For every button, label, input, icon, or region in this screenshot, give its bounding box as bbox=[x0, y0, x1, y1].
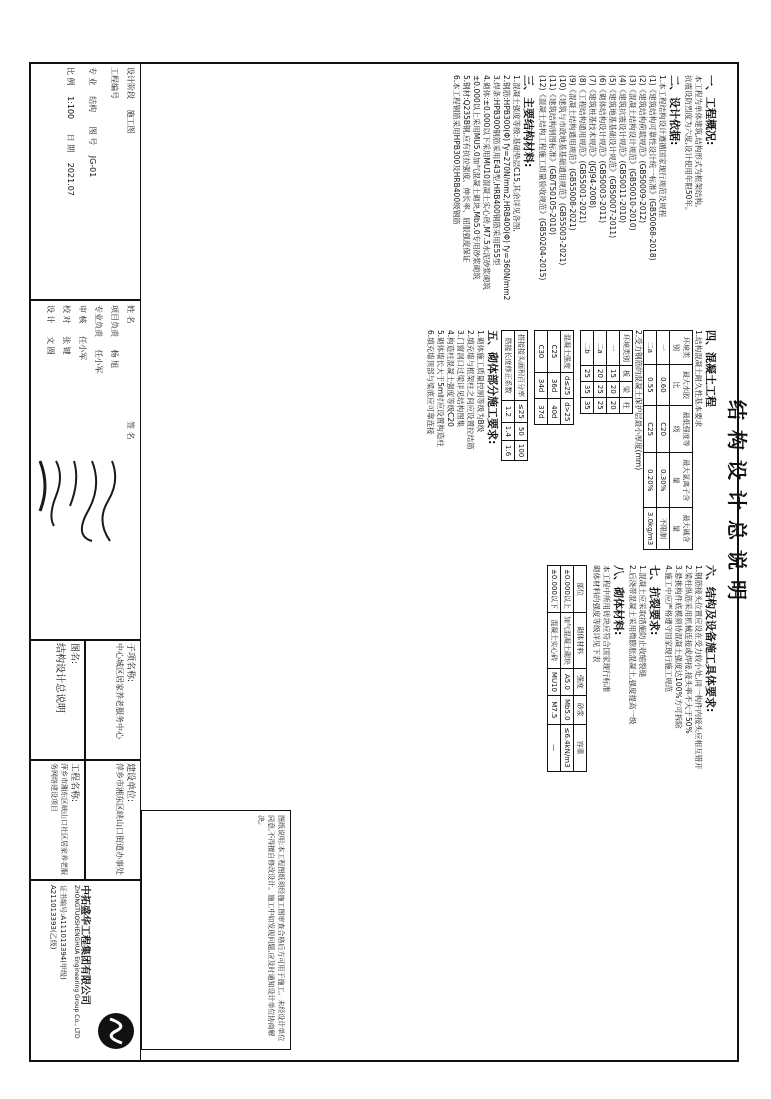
section-heading: 四、混凝土工程 bbox=[704, 330, 717, 407]
company-logo-icon bbox=[96, 1011, 136, 1051]
table-cell: ±0.000以下 bbox=[548, 566, 561, 613]
table-cell: 15 bbox=[607, 366, 620, 382]
text-line: 4.施工中应严格遵守国家现行施工规范 bbox=[664, 565, 673, 693]
company-block bbox=[29, 880, 141, 1062]
table-row bbox=[548, 566, 561, 772]
stage-row bbox=[125, 67, 136, 134]
text-line: 4.砌体:±0.000以下采用MU10混凝土实心砖,M7.5水泥砂浆砌筑 bbox=[482, 75, 491, 290]
table-cell: 25 bbox=[594, 397, 607, 413]
table-header: 部位 bbox=[574, 566, 587, 613]
major-row bbox=[87, 67, 98, 177]
table-cell: 二a bbox=[594, 331, 607, 366]
table-cell: C25 bbox=[644, 405, 657, 453]
text-line: 本工程为单体建筑,结构形式为框架结构, bbox=[694, 75, 703, 208]
role-name: 张 键 bbox=[62, 336, 71, 355]
build-unit-value: 萍乡市湘东区峡山口街道办事处 bbox=[115, 763, 124, 875]
role-name: 任小军 bbox=[94, 349, 103, 374]
role-name: 文 圆 bbox=[46, 336, 55, 355]
table-header: 板 bbox=[620, 366, 633, 382]
table-header: 砌体材料 bbox=[574, 612, 587, 668]
role-label: 审 核 bbox=[78, 305, 87, 324]
table-cell: 36d bbox=[548, 373, 561, 399]
table-cell: C30 bbox=[535, 331, 548, 373]
text-line: 2.受力钢筋的混凝土保护层最小厚度(mm) bbox=[634, 330, 643, 471]
durability-table bbox=[643, 330, 693, 550]
text-line: (12)《混凝土结构工程施工质量验收规范》(GB50204-2015) bbox=[538, 75, 547, 281]
drawing-name-label: 图名: bbox=[69, 643, 79, 665]
text-line: 6.填充墙顶部与梁底应可靠连接 bbox=[426, 330, 435, 435]
drawing-name-value: 结构设计总说明 bbox=[54, 643, 65, 713]
build-unit-label: 建设单位: bbox=[125, 763, 135, 803]
section-heading: 七、抗裂要求: bbox=[648, 565, 661, 636]
notes-column-1 bbox=[451, 75, 719, 315]
subproject-cell bbox=[85, 640, 141, 760]
table-cell: 一 bbox=[607, 331, 620, 366]
notes-column-3 bbox=[547, 565, 719, 795]
role-row bbox=[77, 305, 88, 360]
table-header: 搭接接头面积百分率 bbox=[515, 331, 528, 401]
table-cell: 0.55 bbox=[644, 364, 657, 405]
table-cell: M7.5 bbox=[548, 695, 561, 724]
table-cell: — bbox=[548, 724, 561, 771]
role-name: 任小军 bbox=[78, 336, 87, 361]
table-header: 容重 bbox=[574, 724, 587, 771]
table-cell: 37d bbox=[535, 399, 548, 425]
build-unit-cell bbox=[85, 760, 141, 880]
text-line: (1)《建筑结构可靠性设计统一标准》(GB50068-2018) bbox=[648, 75, 657, 261]
table-cell: 混凝土实心砖 bbox=[548, 612, 561, 668]
section-heading: 六、结构及设备施工具体要求: bbox=[704, 565, 717, 713]
drawing-note bbox=[141, 810, 291, 1050]
cover-table bbox=[580, 330, 633, 414]
role-label: 项目负责 bbox=[110, 305, 119, 337]
text-line: 3.悬挑构件底模须待混凝土强度达100%方可拆除 bbox=[674, 565, 683, 729]
text-line: (8)《工程结构通用规范》(GB55001-2021) bbox=[578, 75, 587, 224]
text-line: (9)《混凝土结构通用规范》(GB55008-2021) bbox=[568, 75, 577, 231]
text-line: 1.结构混凝土耐久性基本要求 bbox=[694, 330, 703, 428]
table-cell: 20 bbox=[607, 397, 620, 413]
name-header: 姓 名 bbox=[126, 305, 135, 324]
section-heading: 一、工程概况: bbox=[704, 75, 717, 146]
table-row bbox=[548, 331, 561, 425]
text-line: 2.填充墙与框架柱之间应设置拉结筋 bbox=[466, 330, 475, 450]
drawing-number-value: JG-01 bbox=[88, 155, 97, 178]
subproject-label: 子项名称: bbox=[125, 643, 135, 683]
table-cell: 1.4 bbox=[502, 422, 515, 440]
table-cell: 3.0kg/m3 bbox=[644, 508, 657, 550]
table-header: 最大水胶比 bbox=[670, 364, 693, 405]
certificate-number-2: A211013393(乙级) bbox=[49, 885, 57, 950]
text-line: (4)《建筑抗震设计规范》(GB50011-2010) bbox=[618, 75, 627, 224]
date-value: 2021.07 bbox=[66, 162, 75, 196]
table-row bbox=[502, 331, 515, 461]
table-cell: A5.0 bbox=[561, 668, 574, 695]
stage-value: 施工图 bbox=[126, 109, 135, 134]
table-header: 柱 bbox=[620, 397, 633, 413]
table-cell: 0.30% bbox=[657, 453, 670, 508]
table-header: 最大碱含量 bbox=[670, 508, 693, 550]
text-line: 砌体材料的强度等级详见下表 bbox=[592, 565, 601, 663]
table-row bbox=[657, 331, 670, 550]
table-cell: 20 bbox=[594, 366, 607, 382]
lap-ratio-table bbox=[501, 330, 528, 461]
table-cell: C25 bbox=[548, 331, 561, 373]
text-line: 5.钢材:Q235B钢,应有抗拉强度、伸长率、屈服强度保证 bbox=[462, 75, 471, 263]
text-line: 2.梁柱纵筋采用机械连接或焊接,接头率不大于50% bbox=[684, 565, 693, 734]
table-cell: 35 bbox=[581, 397, 594, 413]
table-cell: 25 bbox=[581, 366, 594, 382]
signature-table bbox=[29, 300, 141, 640]
text-line: 1.砌体施工质量控制等级为B级 bbox=[476, 330, 485, 433]
section-heading: 八、砌体材料: bbox=[612, 565, 625, 636]
table-cell: MU10 bbox=[548, 668, 561, 695]
note-text: 图纸说明:本工程图纸须经施工图审查合格后方可用于施工。未经设计单位同意,不得擅自修改设计。施工中如发现问题,应及时通知设计单位协商解决。 bbox=[257, 815, 285, 1042]
page-title: 结构设计总说明 bbox=[725, 400, 749, 610]
table-cell: C20 bbox=[657, 405, 670, 453]
table-row bbox=[594, 331, 607, 414]
table-cell: Mb5.0 bbox=[561, 695, 574, 724]
role-row bbox=[109, 305, 120, 368]
table-cell: 0.60 bbox=[657, 364, 670, 405]
table-cell: 二b bbox=[581, 331, 594, 366]
project-label: 工程名称: bbox=[69, 763, 79, 803]
table-header: 梁 bbox=[620, 381, 633, 397]
certificate-number: 证书编号:A111013394(甲级) bbox=[59, 885, 67, 980]
table-header: 50 bbox=[515, 422, 528, 440]
table-cell: 二a bbox=[644, 331, 657, 365]
table-header: 环境类别 bbox=[670, 331, 693, 365]
company-name: 中拓盛华工程集团有限公司 bbox=[79, 885, 90, 1005]
table-cell: 搭接长度修正系数 bbox=[502, 331, 515, 401]
table-row bbox=[581, 331, 594, 414]
table-cell: 35 bbox=[581, 381, 594, 397]
drawing-info-block bbox=[29, 62, 141, 300]
text-line: 1.混凝土应采取措施防止收缩裂缝 bbox=[638, 565, 647, 678]
table-row bbox=[535, 331, 548, 425]
table-row bbox=[644, 331, 657, 550]
scale-value: 1:100 bbox=[66, 96, 75, 120]
notes-column-2 bbox=[425, 330, 719, 550]
text-line: ±0.000以上采用MU5.0加气混凝土砌块,Mb5.0专用砂浆砌筑 bbox=[472, 75, 481, 280]
role-label: 专业负责 bbox=[94, 305, 103, 337]
table-cell: 1.6 bbox=[502, 440, 515, 460]
project-cell bbox=[29, 760, 85, 880]
section-heading: 五、砌体部分施工要求: bbox=[486, 330, 499, 445]
major-value: 结构 bbox=[88, 96, 97, 113]
text-line: 2.后浇带混凝土采用微膨胀混凝土,强度提高一级 bbox=[628, 565, 637, 725]
drawing-number-label: 图 号 bbox=[88, 126, 97, 146]
text-line: (11)《建筑结构制图标准》(GB/T50105-2010) bbox=[548, 75, 557, 235]
table-row bbox=[607, 331, 620, 414]
table-header: d≤25 bbox=[561, 373, 574, 399]
table-header: 混凝土强度 bbox=[561, 331, 574, 373]
table-cell: 1.2 bbox=[502, 401, 515, 423]
text-line: 1.本工程结构设计遵循国家现行规范及规程 bbox=[658, 75, 667, 218]
table-header: 砂浆 bbox=[574, 695, 587, 724]
text-line: (6)《砌体结构设计规范》(GB50003-2011) bbox=[598, 75, 607, 224]
text-line: 抗震设防烈度为六度,设计使用年限50年。 bbox=[684, 75, 693, 215]
table-cell: 40d bbox=[548, 399, 561, 425]
section-heading: 三、主要结构材料: bbox=[522, 75, 535, 168]
scale-label: 比 例 bbox=[66, 67, 75, 86]
table-header: ≤25 bbox=[515, 401, 528, 423]
text-line: 6.本工程钢筋采用HPB300及HRB400级钢筋 bbox=[452, 75, 461, 225]
text-line: 1.混凝土强度等级:基础垫层C15,其余详见各图, bbox=[512, 75, 521, 232]
text-line: (7)《建筑桩基技术规范》(JGJ94-2008) bbox=[588, 75, 597, 209]
table-cell: 25 bbox=[594, 381, 607, 397]
text-line: (10)《建筑与市政地基基础通用规范》(GB55003-2021) bbox=[558, 75, 567, 266]
table-cell: 加气混凝土砌块 bbox=[561, 612, 574, 668]
text-line: (2)《建筑结构荷载规范》(GB50009-2012) bbox=[638, 75, 647, 224]
role-row bbox=[93, 305, 104, 374]
stage-label: 设计阶段 bbox=[126, 67, 135, 99]
table-header: 100 bbox=[515, 440, 528, 460]
table-cell: 不限制 bbox=[657, 508, 670, 550]
masonry-table bbox=[547, 565, 587, 772]
scale-row bbox=[65, 67, 76, 196]
major-label: 专 业 bbox=[88, 67, 97, 86]
table-row bbox=[561, 566, 574, 772]
table-cell: 一 bbox=[657, 331, 670, 365]
text-line: 3.门窗洞口过梁详见结构图集 bbox=[456, 330, 465, 428]
role-row bbox=[45, 305, 56, 355]
text-line: 3.焊条:HPB300钢筋采用E43型,HRB400钢筋采用E55型 bbox=[492, 75, 501, 266]
table-header: d>25 bbox=[561, 399, 574, 425]
table-cell: 0.20% bbox=[644, 453, 657, 508]
text-line: (5)《建筑地基基础设计规范》(GB50007-2011) bbox=[608, 75, 617, 239]
text-line: (3)《混凝土结构设计规范》(GB50010-2010) bbox=[628, 75, 637, 231]
role-label: 校 对 bbox=[62, 305, 71, 324]
project-value: 萍乡市湘东区峡山口社区居家养老服务网络建设项目 bbox=[50, 763, 68, 875]
table-cell: ≤6.4kN/m3 bbox=[561, 724, 574, 771]
text-line: 5.砌体墙长大于5m时应设置构造柱 bbox=[436, 330, 445, 447]
table-cell: 34d bbox=[535, 373, 548, 399]
table-header: 强度 bbox=[574, 668, 587, 695]
role-row bbox=[61, 305, 72, 355]
table-cell: ±0.000以上 bbox=[561, 566, 574, 613]
section-heading: 二、设计依据: bbox=[668, 75, 681, 146]
table-header: 环境类别 bbox=[620, 331, 633, 366]
company-name-en: ZHONGTUOSHENGHUA Engineering Group Co., LTD bbox=[73, 885, 80, 1039]
subproject-value: 中心城区居家养老服务中心 bbox=[115, 643, 124, 739]
project-number-label: 工程编号 bbox=[110, 67, 119, 99]
text-line: 2.钢筋:HPB300(Φ) fy=270N/mm2,HRB400(Φ) fy=360N/mm2 bbox=[502, 75, 511, 301]
role-name: 杨 旭 bbox=[110, 349, 119, 369]
text-line: 4.构造柱混凝土强度等级C20 bbox=[446, 330, 455, 427]
role-label: 设 计 bbox=[46, 305, 55, 324]
anchorage-table bbox=[534, 330, 574, 425]
signature-icon bbox=[32, 451, 122, 611]
date-label: 日 期 bbox=[66, 133, 75, 153]
table-header: 最大氯离子含量 bbox=[670, 453, 693, 508]
sign-header: 签 名 bbox=[126, 421, 135, 440]
table-cell: 20 bbox=[607, 381, 620, 397]
text-line: 本工程中所用砖块应符合国家现行标准 bbox=[602, 565, 611, 693]
drawing-name-cell bbox=[29, 640, 85, 760]
text-line: 1.钢筋接头位置应设在受力较小处,同一构件内接头应相互错开 bbox=[694, 565, 703, 770]
table-header: 最低强度等级 bbox=[670, 405, 693, 453]
